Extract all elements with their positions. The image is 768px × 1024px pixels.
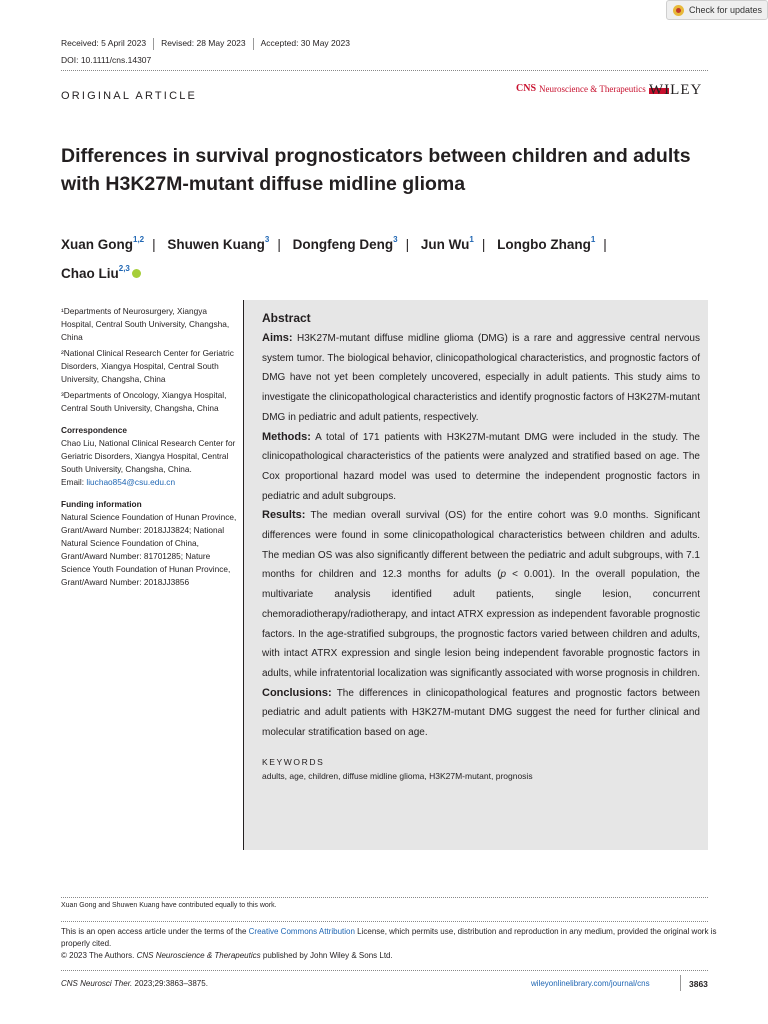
funding-text: Natural Science Foundation of Hunan Province, Grant/Award Number: 2018JJ3824; National Natural Science Foundation of China, Grant/Award Number: 81701285; Nature Science Youth Foundation of Hunan Province, Grant/Award Number: 2018JJ3856 [61,512,237,587]
correspondence-email-line [61,476,241,489]
check-updates-icon [673,5,684,16]
conclusions-text: The differences in clinicopathological features and prognostic factors between pediatric and adult patients with H3K27M-mutant DMG suggest the need for further clinical and molecular stratification based on age. [262,687,700,739]
header-divider [61,70,708,71]
abstract-results [262,506,700,683]
license-text-part: This is an open access article under the terms of the [61,927,249,936]
author-separator: | [152,237,156,252]
author-separator: | [277,237,281,252]
page-separator [680,975,681,991]
footnote-divider [61,897,708,898]
author-list [61,228,711,286]
check-updates-label: Check for updates [689,5,763,15]
author-separator: | [603,237,607,252]
email-label: Email: [61,477,85,487]
article-title: Differences in survival prognosticators between children and adults with H3K27M-mutant diffuse midline glioma [61,145,691,195]
orcid-icon[interactable] [132,269,141,278]
doi[interactable]: DOI: 10.1111/cns.14307 [61,55,152,65]
author-affiliation: 3 [393,235,398,244]
accepted-date: Accepted: 30 May 2023 [260,38,350,48]
author-affiliation: 1,2 [133,235,145,244]
copyright-journal: CNS Neuroscience & Therapeutics [136,951,261,960]
affiliation: ¹Departments of Neurosurgery, Xiangya Hospital, Central South University, Changsha, China [61,306,230,342]
methods-text: A total of 171 patients with H3K27M-mutant DMG were included in the study. The clinicopathological characteristics of the patients were analyzed and stratified based on age. The Cox proportional hazard model was used to determine the independent prognostic factors in pediatric and adult subgroups. [262,431,700,502]
page-number: 3863 [689,979,708,989]
author-name[interactable]: Chao Liu [61,266,119,281]
copyright-part: © 2023 The Authors. [61,951,137,960]
author-name[interactable]: Longbo Zhang [497,237,591,252]
author-separator: | [481,237,486,252]
author-affiliation: 1 [590,235,596,244]
results-text: The median overall survival (OS) for the entire cohort was 9.0 months. Significant differences were found in some clinicopathological characteristics between children and adults. The median OS was also significantly different between the pediatric and adult subgroups, with 7.1 months for children and 12.3 months for adults ( [262,510,700,581]
author-name[interactable]: Dongfeng Deng [292,237,394,252]
license-text-part: License, which permits use, distribution and reproduction in any medium, provided the original work is properly cited. [61,927,717,948]
author-separator: | [405,237,410,252]
affiliation: ²National Clinical Research Center for Geriatric Disorders, Xiangya Hospital, Central South University, Changsha, China [61,348,234,384]
results-label: Results: [262,509,306,522]
journal-logo-name: Neuroscience & Therapeutics [539,83,646,94]
creative-commons-link[interactable]: Creative Commons Attribution [248,927,355,936]
received-date: Received: 5 April 2023 [61,38,147,48]
article-type: ORIGINAL ARTICLE [61,90,198,102]
abstract-heading: Abstract [262,311,311,325]
aims-label: Aims: [262,332,293,344]
journal-abbrev: CNS Neurosci Ther. [61,979,133,988]
results-text: < 0.001). In the overall population, the multivariate analysis identified adult patients, single lesion, concurrent chemoradiotherapy/radiotherapy, and intact ATRX expression as independent favorable prognostic factors. In the age-stratified subgroups, the prognostic factors varied between children and adults, with intact ATRX expression and single lesion being independent favorable prognostic factors in adults, while infratentorial localization was significantly associated with worse prognosis in children. [262,569,700,679]
correspondence-heading: Correspondence [61,425,127,435]
affiliation: ³Departments of Oncology, Xiangya Hospital, Central South University, Changsha, China [61,390,227,413]
funding-heading: Funding information [61,499,142,509]
correspondence-text: Chao Liu, National Clinical Research Center for Geriatric Disorders, Xiangya Hospital, Central South University, Changsha, China. [61,438,236,474]
keywords-list: adults, age, children, diffuse midline glioma, H3K27M-mutant, prognosis [262,770,533,781]
revised-date: Revised: 28 May 2023 [161,38,246,48]
keywords-heading: KEYWORDS [262,756,325,767]
aims-text: H3K27M-mutant diffuse midline glioma (DMG) is a rare and aggressive central nervous system tumor. The biological behavior, clinicopathological characteristics, and prognostic factors of DMG have not yet been completely uncovered, especially in adult patients. This study aims to investigate the clinicopathological characteristics and identify prognostic factors of H3K27M-mutant DMG in pediatric and adult patients, respectively. [262,333,700,423]
equal-contribution-note: Xuan Gong and Shuwen Kuang have contributed equally to this work. [61,902,277,909]
date-separator [253,38,254,50]
check-for-updates-button[interactable] [666,0,768,20]
author-name[interactable]: Xuan Gong [61,237,133,252]
email-link[interactable]: liuchao854@csu.edu.cn [86,477,176,487]
journal-citation [61,979,208,988]
conclusions-label: Conclusions: [262,686,332,699]
date-separator [153,38,154,50]
abstract-box [243,300,708,850]
copyright [61,951,393,960]
publisher-logo: WILEY [649,82,703,98]
author-affiliation: 3 [264,235,270,244]
journal-logo-abbrev: CNS [516,83,537,94]
abstract-aims [262,329,700,428]
article-dates [61,38,350,50]
methods-label: Methods: [262,430,311,443]
author-affiliation: 2,3 [118,264,130,273]
citation-details: 2023;29:3863–3875. [132,979,208,988]
author-affiliation: 1 [469,235,474,244]
license-text [61,926,721,950]
copyright-part: published by John Wiley & Sons Ltd. [260,951,393,960]
footer-divider [61,970,708,971]
author-name[interactable]: Jun Wu [420,237,470,252]
abstract-left-rule [243,300,244,850]
abstract-methods [262,428,700,507]
license-divider [61,921,708,922]
abstract-conclusions [262,684,700,743]
author-name[interactable]: Shuwen Kuang [167,237,265,252]
journal-url-link[interactable]: wileyonlinelibrary.com/journal/cns [531,979,650,988]
journal-logo [516,83,669,94]
p-value-symbol: p [500,569,507,581]
article-sidebar [61,305,241,592]
